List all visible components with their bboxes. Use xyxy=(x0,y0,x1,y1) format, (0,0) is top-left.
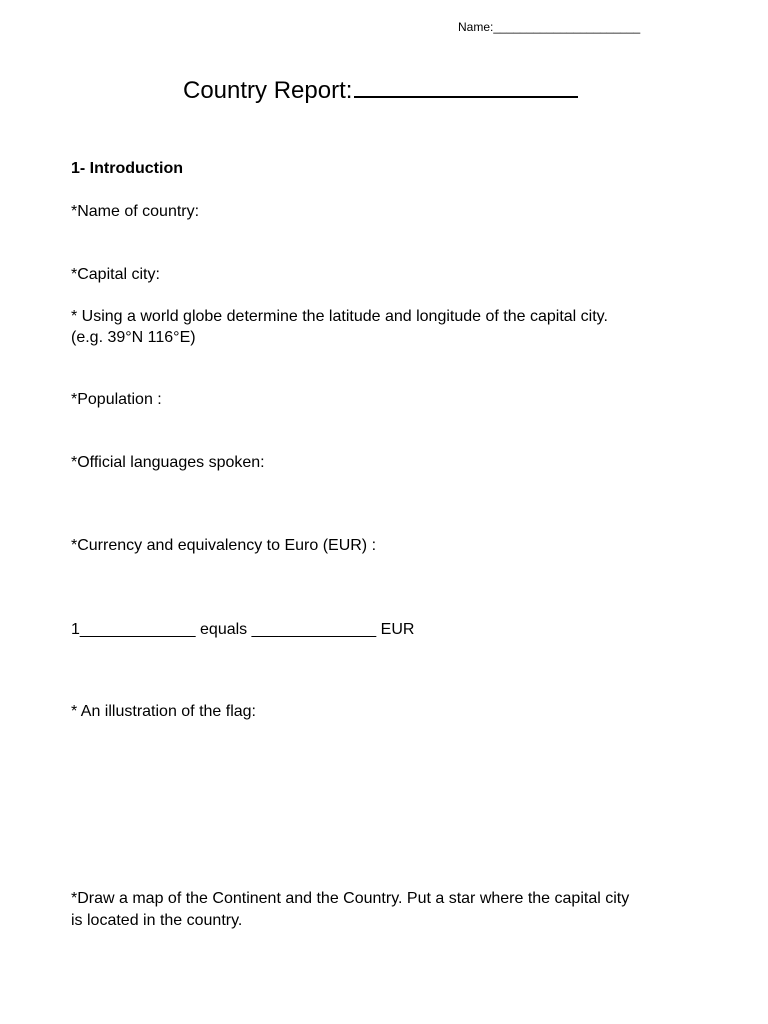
title-label: Country Report: xyxy=(183,77,353,104)
prompt-map-line-1: *Draw a map of the Continent and the Country. Put a star where the capital city xyxy=(71,890,630,907)
prompt-currency: *Currency and equivalency to Euro (EUR) : xyxy=(71,537,377,554)
name-field: Name:______________________ xyxy=(458,20,641,34)
prompt-languages: *Official languages spoken: xyxy=(71,454,265,471)
prompt-population: *Population : xyxy=(71,391,162,408)
prompt-lat-long: * Using a world globe determine the latitude and longitude of the capital city. xyxy=(71,308,608,325)
page-title xyxy=(183,74,578,105)
prompt-lat-long-example: (e.g. 39°N 116°E) xyxy=(71,329,196,346)
prompt-map-line-2: is located in the country. xyxy=(71,912,243,929)
section-heading: 1- Introduction xyxy=(71,160,183,177)
title-blank-line xyxy=(354,74,578,98)
prompt-name-of-country: *Name of country: xyxy=(71,203,200,220)
prompt-capital-city: *Capital city: xyxy=(71,266,160,283)
prompt-flag: * An illustration of the flag: xyxy=(71,703,256,720)
currency-fill-line: 1_____________ equals ______________ EUR xyxy=(71,621,415,638)
